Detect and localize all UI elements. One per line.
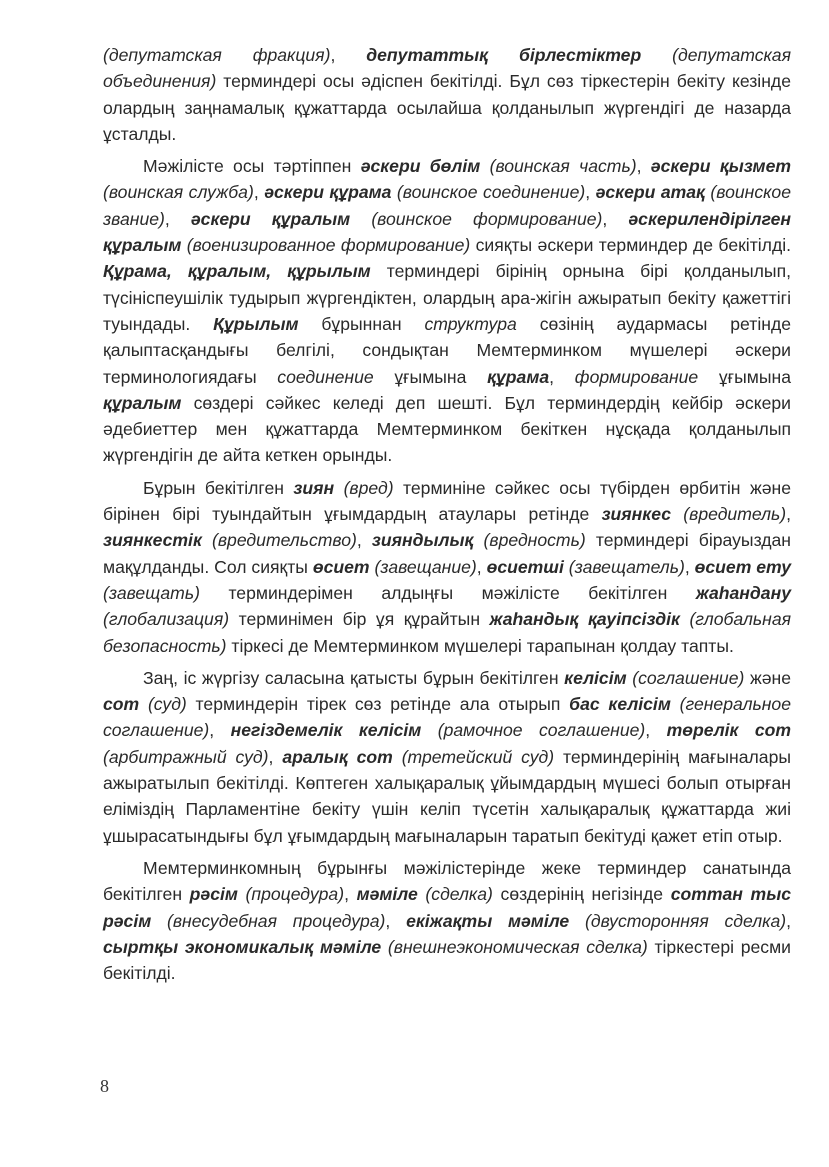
body-text xyxy=(671,504,683,524)
term-russian: (внесудебная процедура) xyxy=(167,910,386,931)
term-russian: (соглашение) xyxy=(632,667,745,688)
term-russian: (воинское соединение) xyxy=(396,182,586,203)
term-kazakh: негіздемелік келісім xyxy=(230,720,422,741)
term-kazakh: құрама xyxy=(487,366,550,387)
term-kazakh: әскерилендірілген құралым xyxy=(103,208,791,256)
body-text: сөзінің аудармасы ретінде қалыптасқандығы белгілі, сондықтан Мемтерминком мүшелері әскери терминологиядағы xyxy=(103,313,791,387)
body-text xyxy=(202,530,212,550)
body-text: терминдері бірауыздан мақұлданды. Сол сияқты xyxy=(103,530,792,577)
term-russian: (воинское формирование) xyxy=(371,208,603,229)
term-kazakh: құралым xyxy=(103,392,182,413)
page-body xyxy=(103,42,791,986)
body-text: терминіне сәйкес осы түбірден өрбитін және бірінен бірі туындайтын ұғымдардың атаулары ретінде xyxy=(103,477,792,525)
body-text: сөздері сәйкес келеді деп шешті. Бұл терминдердің кейбір әскери әдебиеттер мен құжаттарда Мемтерминком бекіткен нұсқада қолданылып жүргендігін де айта кеткен орынды. xyxy=(103,392,791,466)
body-text: терминдерінің мағыналары ажыратылып бекітілді. Көптеген халықаралық ұйымдардың мүшесі болып отырған еліміздің Парламентіне бекіту үшін келіп түсетін халықаралық құжаттарда жиі ұшырасатындығы бұл ұғымдардың мағыналарын таратып бекітуді қажет етіп отыр. xyxy=(103,746,792,846)
term-kazakh: әскери құралым xyxy=(190,208,351,229)
term-russian: (генеральное соглашение) xyxy=(103,694,791,741)
term-russian: (завещатель) xyxy=(568,556,685,577)
paragraph xyxy=(103,475,791,659)
term-kazakh: мәміле xyxy=(356,884,418,905)
term-kazakh: өсиет ету xyxy=(694,556,792,577)
paragraph xyxy=(103,153,791,469)
body-text xyxy=(238,884,246,904)
term-kazakh: өсиетші xyxy=(486,556,564,577)
term-kazakh: зиянкес xyxy=(601,504,671,525)
term-russian: (депутатская объединения) xyxy=(103,45,791,92)
body-text: сияқты әскери терминдер де бекітілді. xyxy=(470,235,792,256)
body-text xyxy=(350,209,371,229)
term-russian: формирование xyxy=(574,366,699,387)
term-russian: (двусторонняя сделка) xyxy=(584,910,787,931)
term-russian: (вред) xyxy=(343,477,394,498)
body-text: Заң, іс жүргізу саласына қатысты бұрын бекітілген xyxy=(143,667,565,688)
body-text: , xyxy=(786,910,791,931)
term-kazakh: сот xyxy=(103,694,140,715)
paragraph xyxy=(103,855,791,986)
body-text: Мәжілісте осы тәртіппен xyxy=(143,156,361,177)
term-russian: (процедура) xyxy=(245,884,345,905)
term-kazakh: әскери құрама xyxy=(264,182,392,203)
term-russian: (рамочное соглашение) xyxy=(437,720,646,741)
term-kazakh: бас келісім xyxy=(569,694,671,715)
term-russian: (третейский суд) xyxy=(401,746,555,767)
paragraph xyxy=(103,665,791,849)
body-text xyxy=(334,478,343,498)
body-text: , xyxy=(253,182,265,203)
body-text: , xyxy=(268,746,283,767)
body-text xyxy=(671,694,680,714)
body-text xyxy=(393,747,402,767)
term-kazakh: өсиет xyxy=(312,556,370,577)
term-russian: (завещание) xyxy=(374,556,477,577)
body-text: терминімен бір ұя құрайтын xyxy=(229,609,490,630)
term-russian: (воинская часть) xyxy=(489,156,637,177)
paragraph xyxy=(103,42,791,147)
term-russian: (воинская служба) xyxy=(103,182,254,203)
term-kazakh: зиян xyxy=(293,477,335,498)
body-text xyxy=(381,937,388,957)
body-text xyxy=(480,156,489,176)
term-russian: (вредительство) xyxy=(212,530,357,551)
body-text: терминдерімен алдыңғы мәжілісте бекітілген xyxy=(199,582,696,603)
term-russian: соединение xyxy=(277,366,374,387)
body-text: , xyxy=(602,208,629,229)
term-russian: (глобальная безопасность) xyxy=(103,609,792,656)
term-kazakh: әскери бөлім xyxy=(360,156,481,177)
body-text: , xyxy=(330,45,367,65)
body-text: Бұрын бекітілген xyxy=(143,477,294,498)
body-text: , xyxy=(356,530,372,551)
term-kazakh: төрелік сот xyxy=(666,720,792,741)
term-russian: (глобализация) xyxy=(103,609,230,630)
term-kazakh: әскери қызмет xyxy=(650,156,791,177)
term-russian: структура xyxy=(424,313,517,334)
body-text: , xyxy=(344,884,357,905)
body-text: , xyxy=(645,720,667,741)
body-text: сөздерінің негізінде xyxy=(492,884,671,905)
body-text: , xyxy=(385,910,407,931)
body-text: тіркестері ресми бекітілді. xyxy=(103,936,791,984)
body-text: ұғымына xyxy=(373,366,488,387)
term-kazakh: жаһандық қауіпсіздік xyxy=(489,609,680,630)
term-russian: (завещать) xyxy=(103,582,200,603)
term-kazakh: зияндылық xyxy=(371,530,474,551)
term-russian: (арбитражный суд) xyxy=(103,746,269,767)
body-text: , xyxy=(684,556,695,577)
body-text: , xyxy=(476,556,487,577)
body-text: бұрыннан xyxy=(298,313,425,334)
body-text: , xyxy=(209,720,231,741)
term-kazakh: рәсім xyxy=(189,884,238,905)
term-kazakh: Құрылым xyxy=(213,313,299,334)
term-kazakh: жаһандану xyxy=(695,582,791,603)
term-kazakh: зиянкестік xyxy=(103,530,202,551)
body-text: Мемтерминкомның бұрынғы мәжілістерінде жеке терминдер санатында бекітілген xyxy=(103,857,791,905)
body-text: , xyxy=(549,366,575,387)
term-kazakh: депутаттық бірлестіктер xyxy=(366,45,642,65)
body-text: , xyxy=(585,182,596,203)
body-text: терминдері бірінің орнына бірі қолданылып, түсініспеушілік тудырып жүргендіктен, олардың ара-жігін ажыратып бекіту қажеттігі туындады. xyxy=(103,261,791,334)
term-russian: (сделка) xyxy=(425,884,493,905)
term-kazakh: аралық сот xyxy=(282,746,393,767)
term-russian: (внешнеэкономическая сделка) xyxy=(387,936,648,957)
term-russian: (вредитель) xyxy=(683,504,787,525)
term-russian: (воинское звание) xyxy=(103,182,792,229)
body-text xyxy=(473,530,483,550)
body-text: терминдерін тірек сөз ретінде ала отырып xyxy=(186,694,570,715)
body-text xyxy=(641,45,672,65)
body-text: және xyxy=(744,667,792,688)
term-kazakh: келісім xyxy=(564,667,627,688)
term-russian: (военизированное формирование) xyxy=(186,235,471,256)
term-russian: (суд) xyxy=(147,694,187,715)
body-text xyxy=(151,911,167,931)
body-text xyxy=(569,911,585,931)
body-text: ұғымына xyxy=(698,366,791,387)
page-number: 8 xyxy=(100,1076,109,1096)
term-kazakh: сыртқы экономикалық мәміле xyxy=(103,936,382,957)
body-text: , xyxy=(636,156,651,177)
term-kazakh: әскери атақ xyxy=(595,182,705,203)
body-text xyxy=(421,720,437,740)
body-text: , xyxy=(786,504,792,525)
body-text: , xyxy=(164,208,191,229)
body-text xyxy=(139,694,148,714)
term-kazakh: соттан тыс рәсім xyxy=(103,884,791,931)
term-kazakh: екіжақты мәміле xyxy=(406,910,570,931)
term-russian: (вредность) xyxy=(483,530,586,551)
term-kazakh: Құрама, құралым, құрылым xyxy=(103,261,371,282)
body-text: терминдері осы әдіспен бекітілді. Бұл сөз тіркестерін бекіту кезінде олардың заңнамалық құжаттарда осылайша қолданылып жүргендігі де назарда ұсталды. xyxy=(103,71,791,144)
term-russian: (депутатская фракция) xyxy=(103,45,331,65)
body-text: тіркесі де Мемтерминком мүшелері тарапынан қолдау тапты. xyxy=(226,635,734,656)
